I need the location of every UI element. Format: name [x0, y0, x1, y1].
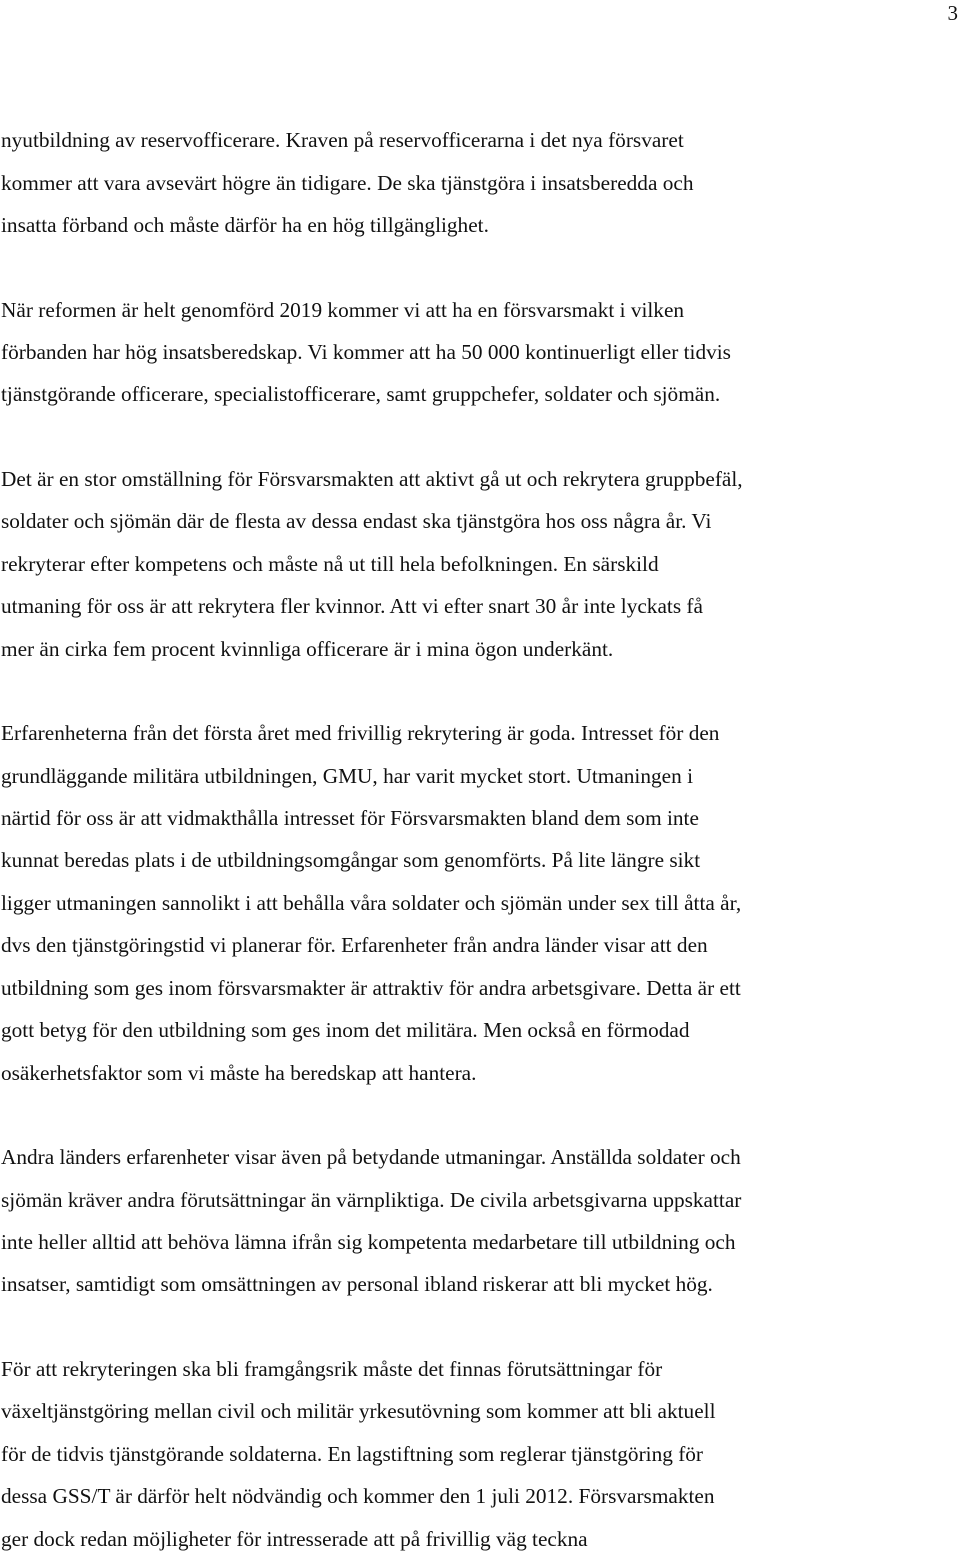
text-line: inte heller alltid att behöva lämna ifrån sig kompetenta medarbetare till utbildning och [1, 1230, 736, 1254]
text-line: utmaning för oss är att rekrytera fler kvinnor. Att vi efter snart 30 år inte lyckats få [1, 594, 703, 618]
text-line: förbanden har hög insatsberedskap. Vi kommer att ha 50 000 kontinuerligt eller tidvis [1, 340, 731, 364]
text-line: osäkerhetsfaktor som vi måste ha beredskap att hantera. [1, 1061, 477, 1085]
text-line: När reformen är helt genomförd 2019 kommer vi att ha en försvarsmakt i vilken [1, 298, 685, 322]
text-line: grundläggande militära utbildningen, GMU, har varit mycket stort. Utmaningen i [1, 764, 693, 788]
text-line: rekryterar efter kompetens och måste nå ut till hela befolkningen. En särskild [1, 552, 659, 576]
text-line: sjömän kräver andra förutsättningar än värnpliktiga. De civila arbetsgivarna uppskattar [1, 1188, 742, 1212]
text-line: Det är en stor omställning för Försvarsmakten att aktivt gå ut och rekrytera gruppbefäl, [1, 467, 743, 491]
text-line: insatser, samtidigt som omsättningen av personal ibland riskerar att bli mycket hög. [1, 1272, 713, 1296]
text-line: utbildning som ges inom försvarsmakter är attraktiv för andra arbetsgivare. Detta är ett [1, 976, 741, 1000]
text-line: växeltjänstgöring mellan civil och militär yrkesutövning som kommer att bli aktuell [1, 1399, 716, 1423]
text-line: dessa GSS/T är därför helt nödvändig och kommer den 1 juli 2012. Försvarsmakten [1, 1484, 715, 1508]
text-line: För att rekryteringen ska bli framgångsrik måste det finnas förutsättningar för [1, 1357, 663, 1381]
text-line: ligger utmaningen sannolikt i att behålla våra soldater och sjömän under sex till åtta år, [1, 891, 742, 915]
text-line: för de tidvis tjänstgörande soldaterna. En lagstiftning som reglerar tjänstgöring för [1, 1442, 704, 1466]
text-line: nyutbildning av reservofficerare. Kraven på reservofficerarna i det nya försvaret [1, 128, 684, 152]
text-line: mer än cirka fem procent kvinnliga officerare är i mina ögon underkänt. [1, 637, 614, 661]
text-line: närtid för oss är att vidmakthålla intresset för Försvarsmakten bland dem som inte [1, 806, 699, 830]
page-number: 3 [947, 1, 958, 25]
text-line: insatta förband och måste därför ha en hög tillgänglighet. [1, 213, 489, 237]
text-line: tjänstgörande officerare, specialistofficerare, samt gruppchefer, soldater och sjömän. [1, 382, 721, 406]
text-line: Andra länders erfarenheter visar även på betydande utmaningar. Anställda soldater och [1, 1145, 741, 1169]
text-line: kunnat beredas plats i de utbildningsomgångar som genomförts. På lite längre sikt [1, 848, 701, 872]
text-line: gott betyg för den utbildning som ges inom det militära. Men också en förmodad [1, 1018, 690, 1042]
text-line: dvs den tjänstgöringstid vi planerar för. Erfarenheter från andra länder visar att den [1, 933, 708, 957]
text-line: kommer att vara avsevärt högre än tidigare. De ska tjänstgöra i insatsberedda och [1, 171, 694, 195]
text-line: soldater och sjömän där de flesta av dessa endast ska tjänstgöra hos oss några år. Vi [1, 509, 712, 533]
text-line: ger dock redan möjligheter för intresserade att på frivillig väg teckna [1, 1527, 588, 1551]
text-line: Erfarenheterna från det första året med frivillig rekrytering är goda. Intresset för den [1, 721, 720, 745]
